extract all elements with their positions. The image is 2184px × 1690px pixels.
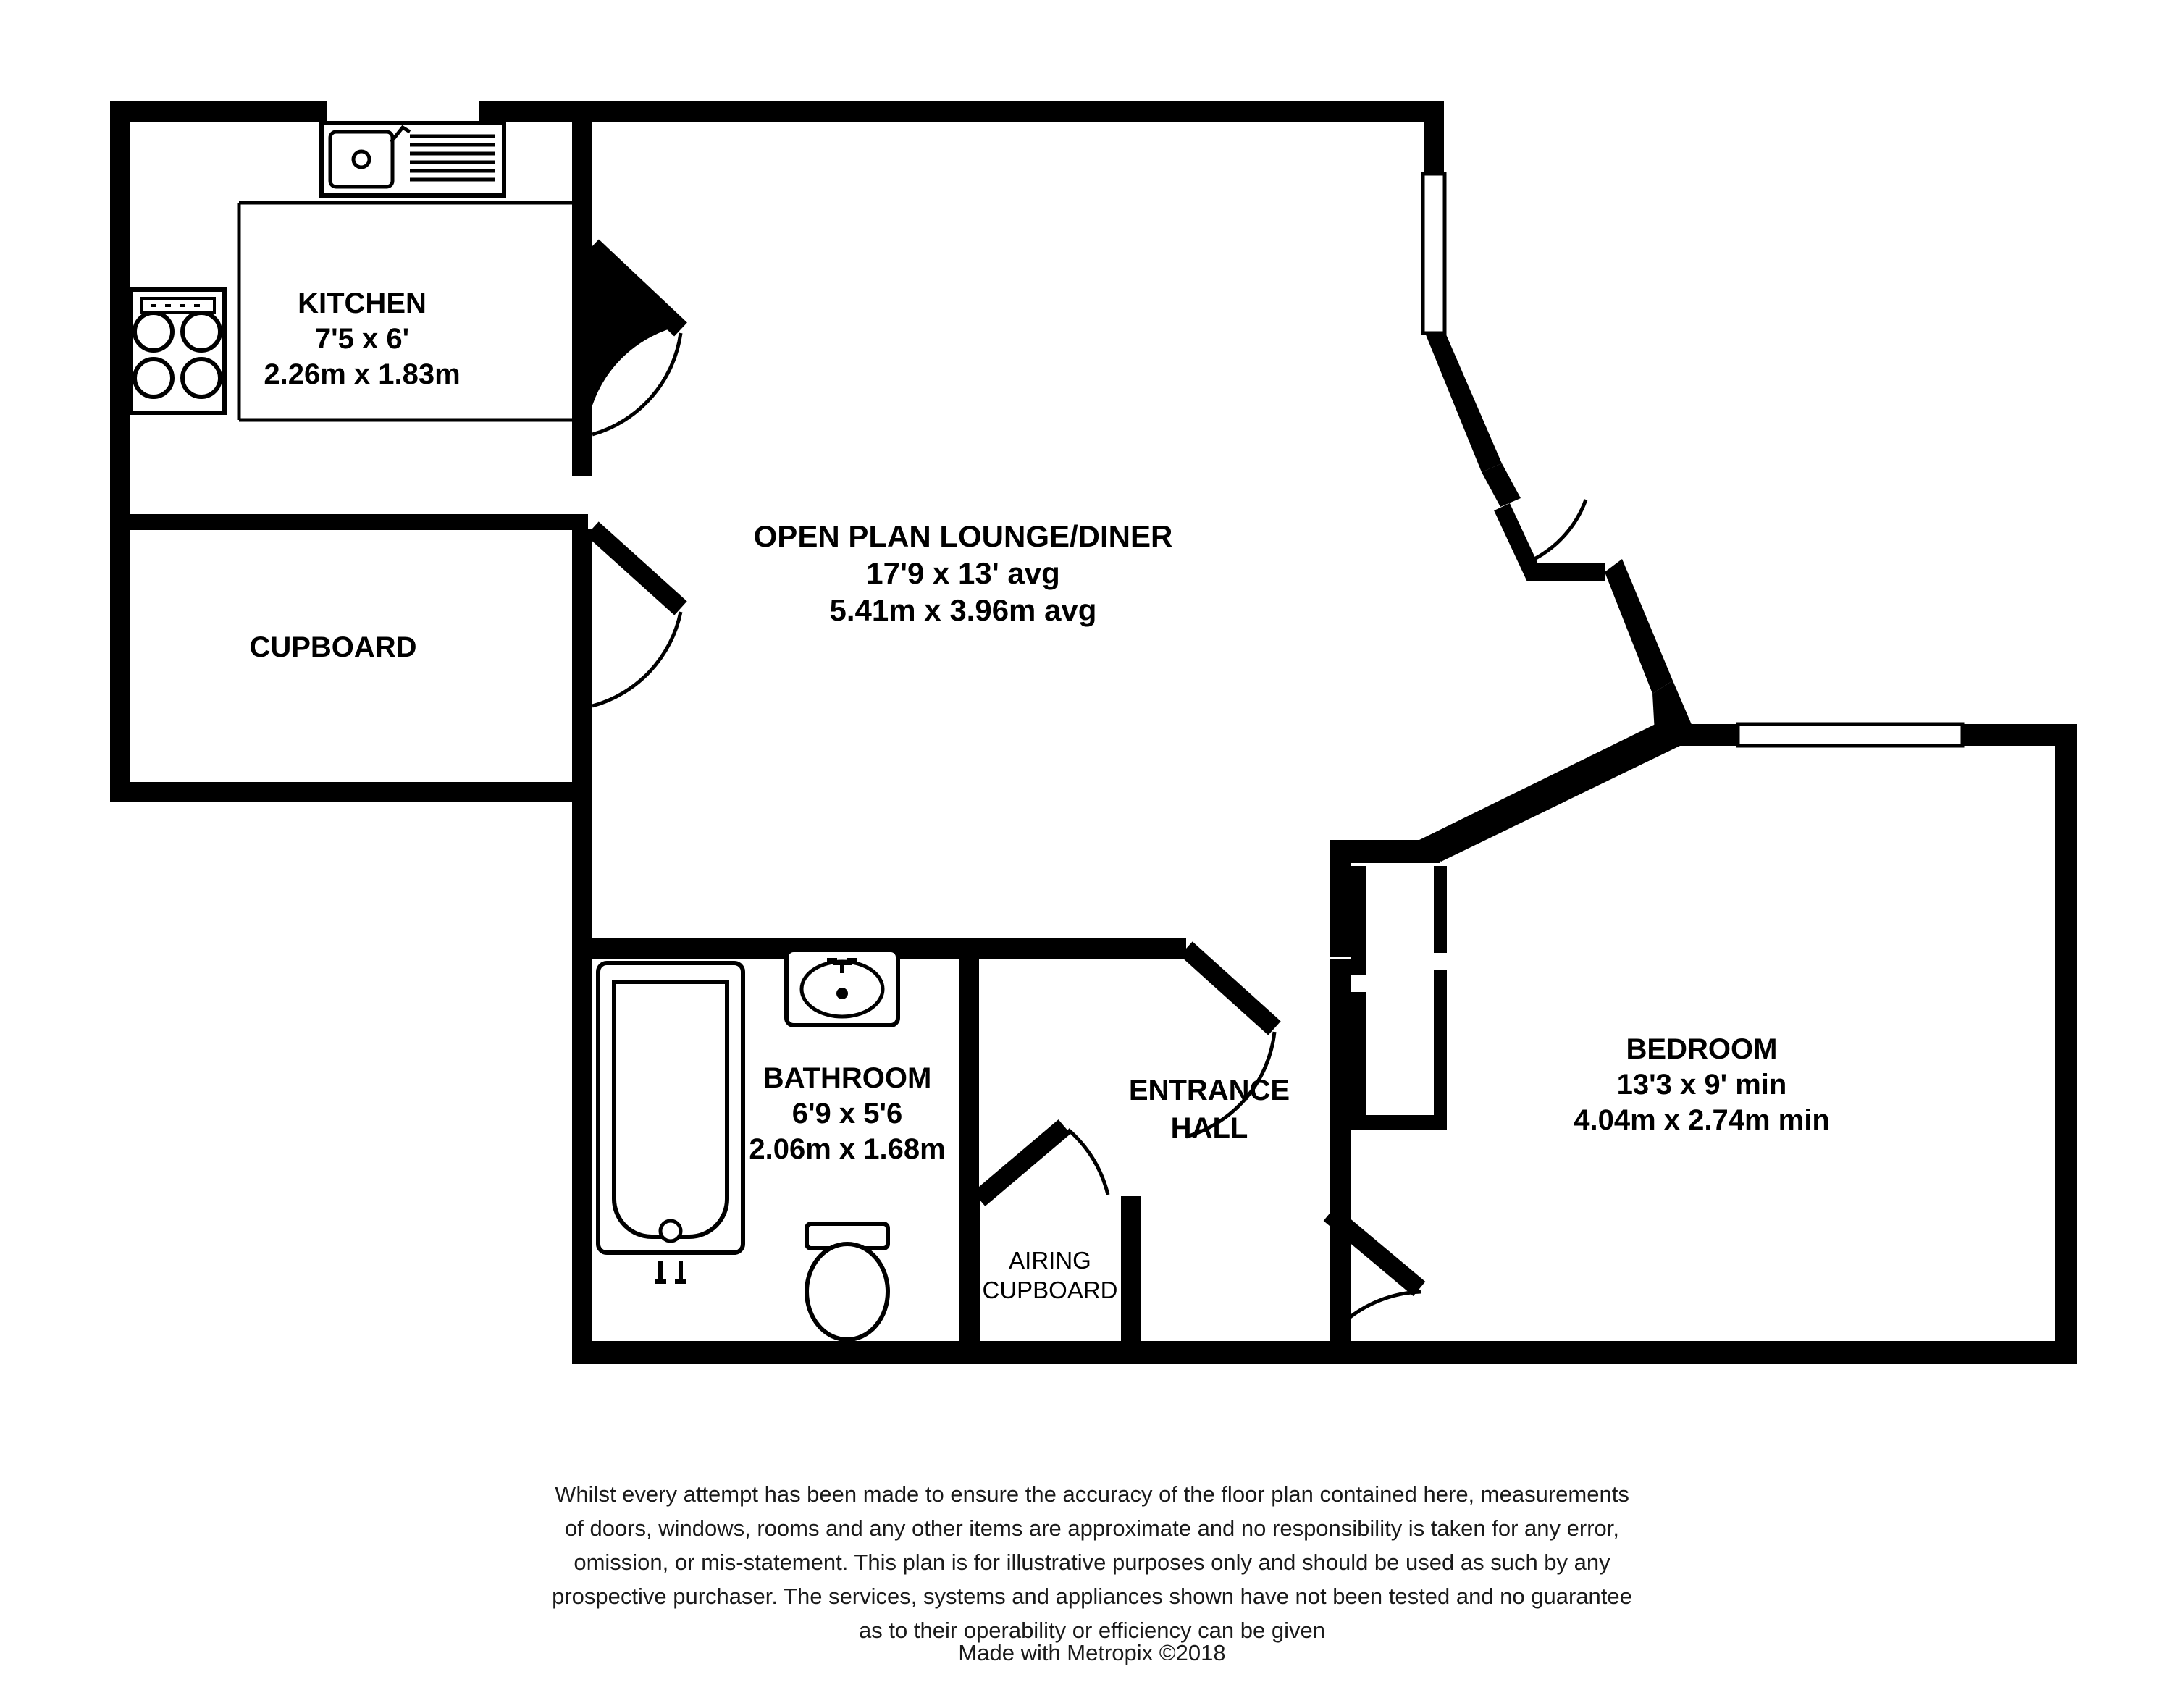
window-lounge-angled (1423, 174, 1445, 333)
window-bedroom (1738, 724, 1962, 746)
room-name-airing-cupboard-line1: AIRING (1009, 1247, 1091, 1274)
disclaimer-line-5: as to their operability or efficiency can be given (859, 1618, 1325, 1644)
disclaimer-line-3: omission, or mis-statement. This plan is for illustrative purposes only and should be used as such by any (574, 1550, 1610, 1576)
room-name-entrance-hall-line2: HALL (1170, 1112, 1248, 1144)
credit-text: Made with Metropix ©2018 (958, 1640, 1226, 1665)
disclaimer-line-2: of doors, windows, rooms and any other items are approximate and no responsibility is taken for any error, (564, 1515, 1619, 1542)
room-name-lounge-diner: OPEN PLAN LOUNGE/DINER (753, 519, 1173, 553)
windows (1423, 174, 1962, 746)
fixture-hob-icon (130, 290, 224, 413)
fixture-toilet-icon (807, 1224, 888, 1340)
room-dim-imperial-bathroom: 6'9 x 5'6 (791, 1097, 903, 1130)
room-label-lounge-diner (601, 518, 1325, 629)
disclaimer-line-4: prospective purchaser. The services, systems and appliances shown have not been tested and no guarantee (552, 1584, 1632, 1610)
room-dim-metric-bathroom: 2.06m x 1.68m (749, 1132, 946, 1165)
room-dim-imperial-lounge-diner: 17'9 x 13' avg (866, 556, 1060, 591)
room-name-bathroom: BATHROOM (763, 1062, 932, 1094)
room-name-airing-cupboard-line2: CUPBOARD (982, 1277, 1118, 1304)
room-dim-metric-lounge-diner: 5.41m x 3.96m avg (829, 593, 1097, 628)
room-dim-imperial-kitchen: 7'5 x 6' (314, 322, 410, 355)
room-name-kitchen: KITCHEN (298, 287, 427, 319)
fixture-basin-icon (786, 950, 898, 1025)
room-dim-metric-kitchen: 2.26m x 1.83m (264, 358, 461, 390)
room-name-entrance-hall-line1: ENTRANCE (1128, 1075, 1290, 1106)
room-label-airing-cupboard (949, 1245, 1151, 1306)
disclaimer-text (0, 1477, 2184, 1648)
room-name-bedroom: BEDROOM (1626, 1033, 1778, 1065)
room-label-entrance-hall (1057, 1072, 1361, 1147)
fixture-sink-icon (322, 123, 504, 196)
room-name-cupboard: CUPBOARD (249, 631, 417, 663)
room-dim-metric-bedroom: 4.04m x 2.74m min (1574, 1103, 1830, 1136)
room-label-bathroom (681, 1061, 1014, 1166)
room-dim-imperial-bedroom: 13'3 x 9' min (1616, 1068, 1787, 1101)
room-label-bedroom (1477, 1032, 1926, 1138)
room-label-cupboard (130, 630, 536, 665)
disclaimer-line-1: Whilst every attempt has been made to ensure the accuracy of the floor plan contained here, measurements (555, 1481, 1629, 1507)
room-label-kitchen (217, 286, 507, 392)
